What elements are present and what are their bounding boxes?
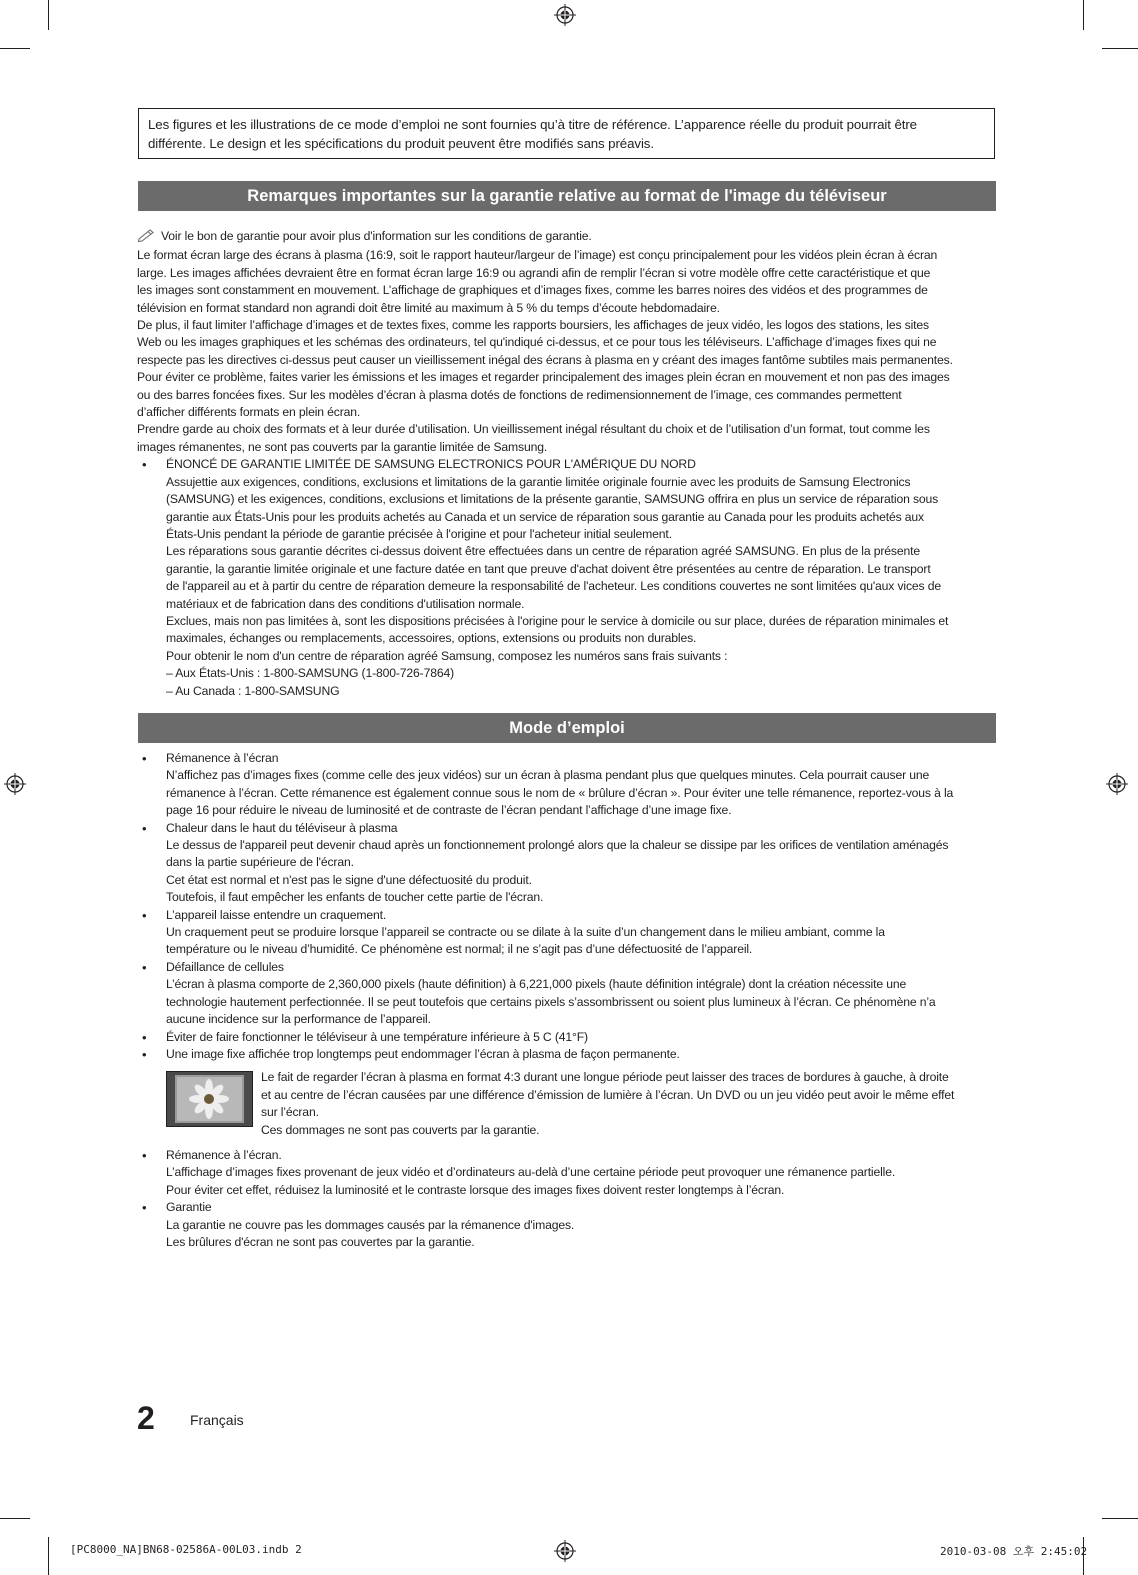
disclaimer-line: différente. Le design et les spécifications du produit peuvent être modifiés sans préavis. [148,136,654,151]
usage-line: Toutefois, il faut empêcher les enfants de toucher cette partie de l'écran. [166,890,544,905]
usage-bullet [137,907,995,924]
usage-line: Le dessus de l'appareil peut devenir chaud après un fonctionnement prolongé alors que la chaleur se dissipe par les orifices de ventilation aménagés [166,838,949,853]
usage-bullet-title: Défaillance de cellules [166,959,284,974]
usage-line: dans la partie supérieure de l'écran. [166,855,354,870]
registration-mark-icon [554,1540,576,1562]
warranty-line: Web ou les images graphiques et les schémas des ordinateurs, tel qu'indiqué ci-dessus, et ce pour tous les téléviseurs. L’affichage d’images fixes qui ne [137,335,937,350]
usage-line: L’écran à plasma comporte de 2,360,000 pixels (haute définition) à 6,221,000 pixels (haute définition intégrale) dont la création nécessite une [166,977,907,992]
usage-bullet-body [137,924,995,959]
usage-bullet [137,820,995,837]
warranty-line: télévision en format standard non agrandi doit être limité au maximum à 5 % du temps d’écoute hebdomadaire. [137,300,720,315]
warranty-bullet-line: matériaux et de fabrication dans des conditions d'utilisation normale. [166,596,525,611]
crop-mark [48,1537,49,1575]
warranty-line: Pour éviter ce problème, faites varier les émissions et les images et regarder principalement des images plein écran en mouvement et non pas des images [137,370,950,385]
warranty-bullet-body [137,474,995,700]
usage-bullet [137,1029,995,1046]
registration-mark-icon [1106,773,1128,795]
usage-line: L’affichage d’images fixes provenant de jeux vidéo et d’ordinateurs au-delà d’une certaine période peut provoquer une rémanence partielle. [166,1165,896,1180]
warranty-phone-us: – Aux États-Unis : 1-800-SAMSUNG (1-800-726-7864) [166,666,454,681]
usage-bullet [137,750,995,767]
usage-line: N’affichez pas d’images fixes (comme celle des jeux vidéos) sur un écran à plasma pendant plus que quelques minutes. Cela pourrait causer une [166,768,930,783]
warranty-line: images rémanentes, ne sont pas couverts par la garantie limitée de Samsung. [137,439,548,454]
crop-mark [1083,0,1084,30]
burn-in-example [137,1069,995,1139]
usage-line: Pour éviter cet effet, réduisez la luminosité et le contraste lorsque des images fixes doivent rester longtemps à l’écran. [166,1182,785,1197]
warranty-line: les images sont constamment en mouvement. L’affichage de graphiques et d’images fixes, comme les barres noires des vidéos et des programmes de [137,283,928,298]
usage-body [137,750,995,1251]
warranty-note-text: Voir le bon de garantie pour avoir plus d'information sur les conditions de garantie. [161,229,592,243]
burn-in-text [261,1069,954,1139]
usage-line: technologie hautement perfectionnée. Il se peut toutefois que certains pixels s’assombrissent ou soient plus lumineux à l’écran. Ce phénomène n’a [166,994,936,1009]
usage-bullet-title: Éviter de faire fonctionner le téléviseur à une température inférieure à 5 C (41°F) [166,1029,588,1044]
usage-line: page 16 pour réduire le niveau de luminosité et de contraste de l’écran pendant l’affichage d’une image fixe. [166,803,732,818]
warranty-note [137,228,995,247]
warranty-bullet-line: Assujettie aux exigences, conditions, exclusions et limitations de la garantie limitée originale fournie avec les produits de Samsung Electronics [166,474,911,489]
page-number: 2 [137,1400,155,1436]
usage-bullet-title: Une image fixe affichée trop longtemps peut endommager l’écran à plasma de façon permanente. [166,1046,680,1061]
usage-line: Un craquement peut se produire lorsque l’appareil se contracte ou se dilate à la suite d’un changement dans le milieu ambiant, comme la [166,925,885,940]
warranty-bullet-line: Pour obtenir le nom d'un centre de réparation agréé Samsung, composez les numéros sans frais suivants : [166,648,728,663]
footer-timestamp: 2010-03-08 오후 2:45:02 [940,1545,1088,1558]
usage-line: rémanence à l’écran. Cette rémanence est également connue sous le nom de « brûlure d’écran ». Pour éviter une telle rémanence, reportez-vous à la [166,785,954,800]
warranty-bullet-line: (SAMSUNG) et les exigences, conditions, exclusions et limitations de la présente garantie, SAMSUNG offrira en plus un service de réparation sous [166,492,939,507]
usage-bullet [137,1199,995,1216]
usage-bullet-body [137,767,995,819]
usage-line: Ces dommages ne sont pas couverts par la garantie. [261,1122,540,1137]
usage-line: et au centre de l’écran causées par une différence d’émission de lumière à l’écran. Un DVD ou un jeu vidéo peut avoir le même effet [261,1087,955,1102]
warranty-bullet-line: Les réparations sous garantie décrites ci-dessus doivent être effectuées dans un centre de réparation agréé SAMSUNG. En plus de la présente [166,544,920,559]
warranty-bullet-line: garantie, la garantie limitée originale et une facture datée en tant que preuve d'achat doivent être présentées au centre de réparation. Le transport [166,561,931,576]
crop-mark [0,1518,30,1519]
warranty-line: large. Les images affichées devraient être en format écran large 16:9 ou agrandi afin de remplir l’écran si votre modèle offre cette caractéristique et que [137,265,931,280]
warranty-line: d’afficher différents formats en plein écran. [137,405,361,420]
usage-bullet [137,959,995,976]
warranty-line: respecte pas les directives ci-dessus peut causer un vieillissement inégal des écrans à plasma en y créant des images fantôme subtiles mais permanentes. [137,352,953,367]
crop-mark [1102,1518,1138,1519]
usage-bullet-body [137,976,995,1028]
usage-bullet-title: Chaleur dans le haut du téléviseur à plasma [166,820,398,835]
usage-bullet-title: Rémanence à l’écran [166,751,279,765]
screen-burn-in-image [166,1071,253,1127]
disclaimer-line: Les figures et les illustrations de ce mode d’emploi ne sont fournies qu’à titre de référence. L’apparence réelle du produit pourrait être [148,117,917,132]
usage-line: aucune incidence sur la performance de l’appareil. [166,1012,431,1027]
usage-bullet-body [137,1217,995,1252]
footer-file-name: [PC8000_NA]BN68-02586A-00L03.indb 2 [70,1543,302,1556]
warranty-bullet-line: de l'appareil au et à partir du centre de réparation demeure la responsabilité de l'acheteur. Les conditions couvertes ne sont limitées qu'aux vices de [166,579,941,594]
usage-line: La garantie ne couvre pas les dommages causés par la rémanence d'images. [166,1217,575,1232]
warranty-line: Prendre garde au choix des formats et à leur durée d’utilisation. Un vieillissement inégal résultant du choix et de l’utilisation d’un format, tout comme les [137,422,930,437]
warranty-bullet-line: Exclues, mais non pas limitées à, sont les dispositions précisées à l'origine pour le service à domicile ou sur place, durées de réparation minimales et [166,613,949,628]
usage-line: Les brûlures d'écran ne sont pas couvertes par la garantie. [166,1234,475,1249]
page-language: Français [190,1412,244,1428]
crop-mark [0,48,30,49]
usage-bullet [137,1147,995,1164]
crop-mark [1102,48,1138,49]
warranty-line: Le format écran large des écrans à plasma (16:9, soit le rapport hauteur/largeur de l’image) est conçu principalement pour les vidéos plein écran à écran [137,248,938,263]
warranty-bullet-line: États-Unis pendant la période de garantie précisée à l'origine et pour l'acheteur initial seulement. [166,526,672,541]
warranty-section-title: Remarques importantes sur la garantie relative au format de l'image du téléviseur [138,181,996,211]
usage-line: Cet état est normal et n'est pas le signe d'une défectuosité du produit. [166,872,532,887]
disclaimer-box [138,108,995,159]
registration-mark-icon [4,773,26,795]
usage-bullet-body [137,1164,995,1199]
usage-line: sur l’écran. [261,1105,319,1120]
crop-mark [48,0,49,30]
usage-section-title: Mode d’emploi [138,713,996,743]
warranty-phone-ca: – Au Canada : 1-800-SAMSUNG [166,683,340,698]
usage-bullet-title: Garantie [166,1200,212,1215]
warranty-bullet-title: ÉNONCÉ DE GARANTIE LIMITÉE DE SAMSUNG ELECTRONICS POUR L'AMÉRIQUE DU NORD [166,457,696,472]
warranty-line: De plus, il faut limiter l’affichage d’images et de textes fixes, comme les rapports boursiers, les affichages de jeux vidéo, les logos des stations, les sites [137,318,929,333]
warranty-bullet [137,456,995,473]
usage-bullet [137,1046,995,1063]
warranty-bullet-line: garantie aux États-Unis pour les produits achetés au Canada et un service de réparation sous garantie au Canada pour les produits achetés aux [166,509,924,524]
registration-mark-icon [554,4,576,26]
warranty-line: ou des barres foncées fixes. Sur les modèles d’écran à plasma dotés de fonctions de redimensionnement de l’image, ces commandes permettent [137,387,902,402]
pencil-note-icon [137,228,161,247]
usage-line: température ou le niveau d’humidité. Ce phénomène est normal; il ne s’agit pas d’une défectuosité de l’appareil. [166,942,753,957]
warranty-body [137,228,995,700]
warranty-bullet-line: maximales, échanges ou remplacements, accessoires, options, extensions ou produits non durables. [166,631,697,646]
usage-bullet-title: Rémanence à l’écran. [166,1147,282,1162]
usage-bullet-title: L’appareil laisse entendre un craquement. [166,907,387,922]
usage-bullet-body [137,837,995,907]
usage-line: Le fait de regarder l’écran à plasma en format 4:3 durant une longue période peut laisser des traces de bordures à gauche, à droite [261,1070,949,1085]
